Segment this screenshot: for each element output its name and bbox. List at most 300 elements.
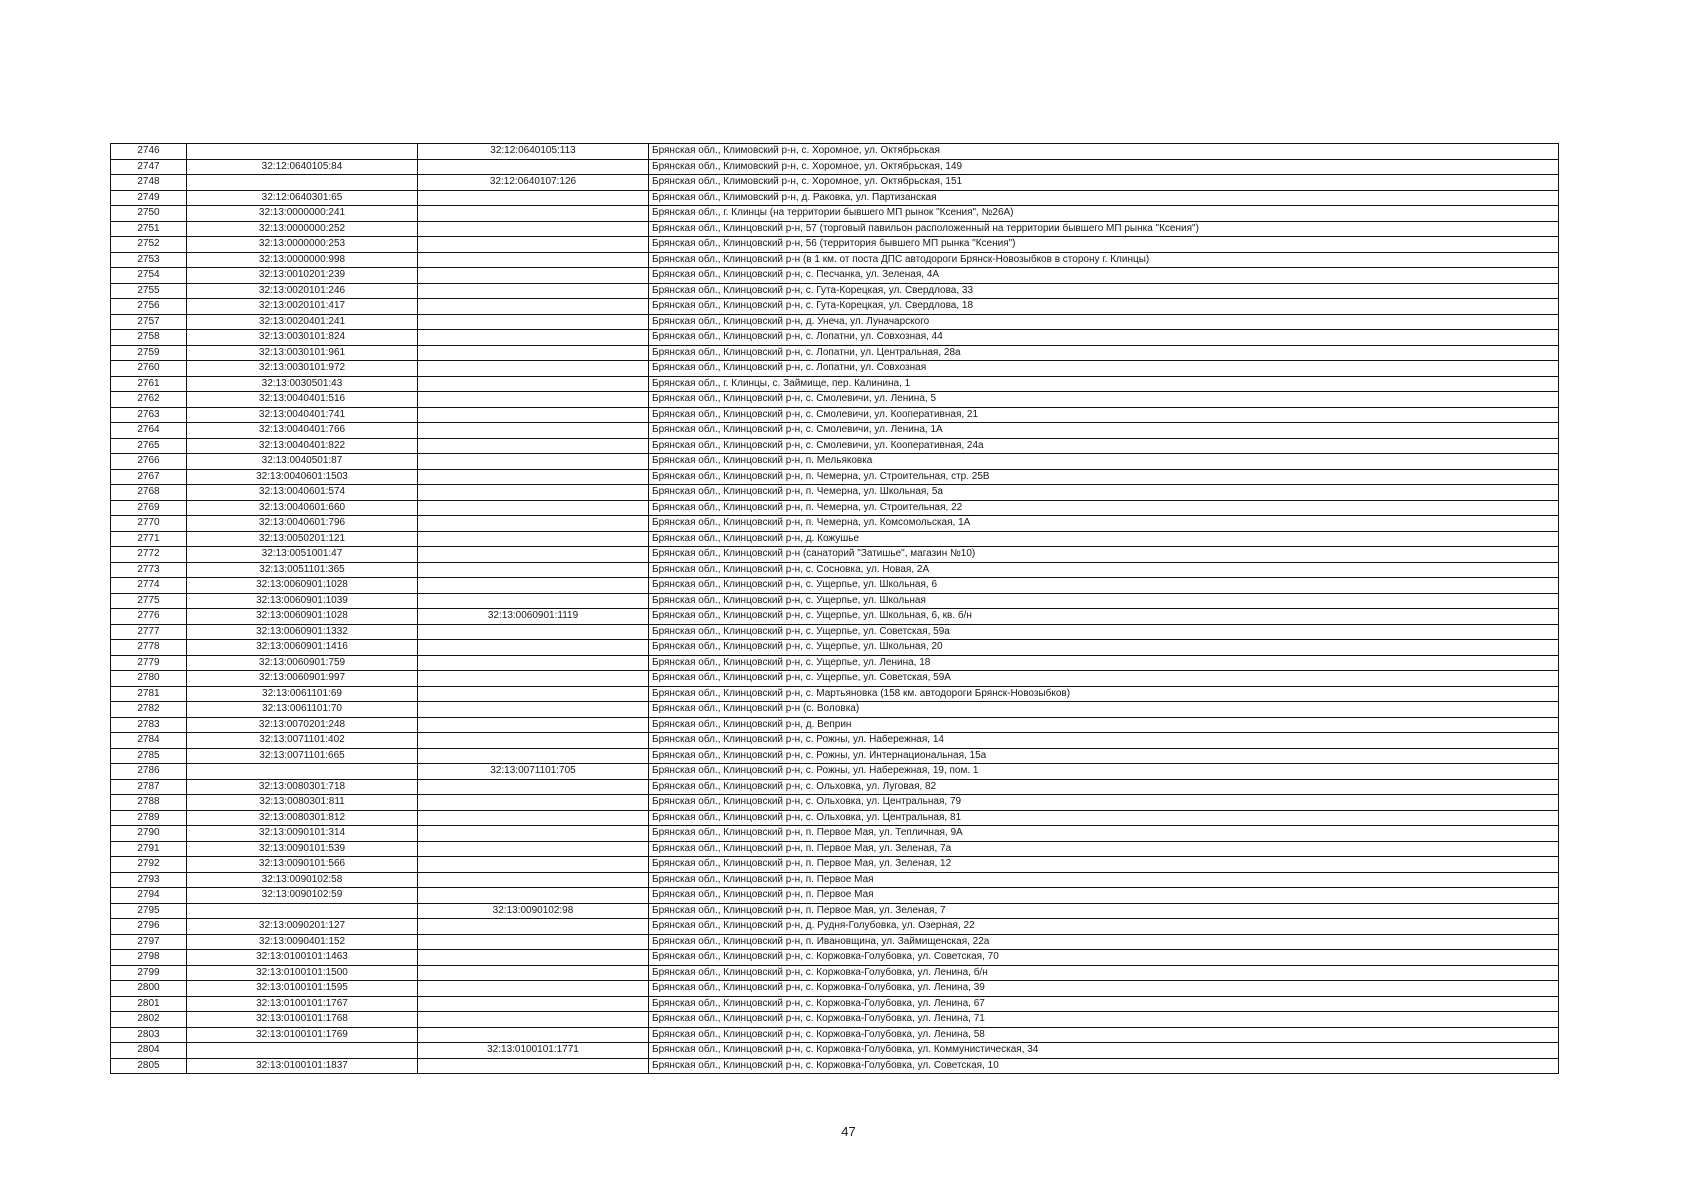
row-number-cell: 2756 [111,299,187,315]
cadastral-number-cell: 32:13:0060901:1416 [187,640,418,656]
secondary-cadastral-number-cell [418,826,649,842]
cadastral-number-cell: 32:13:0000000:252 [187,221,418,237]
row-number-cell: 2764 [111,423,187,439]
address-cell: Брянская обл., Клинцовский р-н, 56 (территория бывшего МП рынка "Ксения") [649,237,1559,253]
table-row [111,934,1559,950]
row-number-cell: 2771 [111,531,187,547]
table-row [111,485,1559,501]
secondary-cadastral-number-cell [418,810,649,826]
address-cell: Брянская обл., Клинцовский р-н, с. Смолевичи, ул. Кооперативная, 24а [649,438,1559,454]
table-row [111,950,1559,966]
row-number-cell: 2750 [111,206,187,222]
address-cell: Брянская обл., Клинцовский р-н, с. Смолевичи, ул. Ленина, 5 [649,392,1559,408]
address-cell: Брянская обл., Клинцовский р-н, с. Ольховка, ул. Центральная, 81 [649,810,1559,826]
table-row [111,407,1559,423]
secondary-cadastral-number-cell [418,500,649,516]
address-cell: Брянская обл., Клинцовский р-н, с. Ущерпье, ул. Школьная, 6 [649,578,1559,594]
secondary-cadastral-number-cell [418,841,649,857]
table-row [111,1027,1559,1043]
table-row [111,237,1559,253]
address-cell: Брянская обл., Клинцовский р-н, 57 (торговый павильон расположенный на территории бывшего МП рынка "Ксения") [649,221,1559,237]
table-row [111,500,1559,516]
row-number-cell: 2781 [111,686,187,702]
table-row [111,810,1559,826]
address-cell: Брянская обл., Клинцовский р-н, п. Первое Мая, ул. Зеленая, 12 [649,857,1559,873]
row-number-cell: 2790 [111,826,187,842]
row-number-cell: 2776 [111,609,187,625]
address-cell: Брянская обл., Клинцовский р-н, с. Мартьяновка (158 км. автодороги Брянск-Новозыбков) [649,686,1559,702]
row-number-cell: 2803 [111,1027,187,1043]
table-row [111,283,1559,299]
secondary-cadastral-number-cell [418,593,649,609]
cadastral-number-cell: 32:13:0060901:1028 [187,578,418,594]
secondary-cadastral-number-cell [418,562,649,578]
row-number-cell: 2780 [111,671,187,687]
table-row [111,593,1559,609]
table-row [111,841,1559,857]
table-row [111,733,1559,749]
cadastral-number-cell: 32:13:0100101:1768 [187,1012,418,1028]
address-cell: Брянская обл., Клинцовский р-н, с. Гута-Корецкая, ул. Свердлова, 18 [649,299,1559,315]
row-number-cell: 2765 [111,438,187,454]
table-row [111,299,1559,315]
secondary-cadastral-number-cell [418,702,649,718]
row-number-cell: 2755 [111,283,187,299]
row-number-cell: 2798 [111,950,187,966]
row-number-cell: 2785 [111,748,187,764]
table-row [111,779,1559,795]
table-row [111,454,1559,470]
row-number-cell: 2786 [111,764,187,780]
table-row [111,903,1559,919]
address-cell: Брянская обл., Клинцовский р-н, с. Коржовка-Голубовка, ул. Коммунистическая, 34 [649,1043,1559,1059]
secondary-cadastral-number-cell [418,624,649,640]
secondary-cadastral-number-cell [418,438,649,454]
secondary-cadastral-number-cell [418,252,649,268]
row-number-cell: 2800 [111,981,187,997]
address-cell: Брянская обл., Клинцовский р-н, с. Коржовка-Голубовка, ул. Ленина, 39 [649,981,1559,997]
row-number-cell: 2802 [111,1012,187,1028]
secondary-cadastral-number-cell: 32:13:0060901:1119 [418,609,649,625]
secondary-cadastral-number-cell [418,919,649,935]
address-cell: Брянская обл., Клинцовский р-н, с. Коржовка-Голубовка, ул. Советская, 10 [649,1058,1559,1074]
cadastral-number-cell: 32:13:0070201:248 [187,717,418,733]
address-cell: Брянская обл., Клинцовский р-н, п. Ивановщина, ул. Займищенская, 22а [649,934,1559,950]
address-cell: Брянская обл., Клинцовский р-н, с. Коржовка-Голубовка, ул. Ленина, 67 [649,996,1559,1012]
row-number-cell: 2757 [111,314,187,330]
table-row [111,872,1559,888]
cadastral-number-cell: 32:13:0090102:59 [187,888,418,904]
cadastral-number-cell: 32:13:0080301:718 [187,779,418,795]
address-cell: Брянская обл., г. Клинцы, с. Займище, пер. Калинина, 1 [649,376,1559,392]
cadastral-number-cell: 32:13:0090401:152 [187,934,418,950]
secondary-cadastral-number-cell [418,190,649,206]
row-number-cell: 2784 [111,733,187,749]
secondary-cadastral-number-cell [418,299,649,315]
address-cell: Брянская обл., Клинцовский р-н, с. Ущерпье, ул. Школьная [649,593,1559,609]
row-number-cell: 2779 [111,655,187,671]
cadastral-number-cell: 32:13:0050201:121 [187,531,418,547]
table-row [111,1043,1559,1059]
secondary-cadastral-number-cell [418,547,649,563]
cadastral-number-cell: 32:13:0040401:766 [187,423,418,439]
table-row [111,252,1559,268]
secondary-cadastral-number-cell [418,206,649,222]
address-cell: Брянская обл., Клинцовский р-н, п. Чемерна, ул. Школьная, 5а [649,485,1559,501]
address-cell: Брянская обл., Клинцовский р-н, с. Ущерпье, ул. Школьная, 20 [649,640,1559,656]
row-number-cell: 2783 [111,717,187,733]
secondary-cadastral-number-cell [418,671,649,687]
row-number-cell: 2792 [111,857,187,873]
address-cell: Брянская обл., Клинцовский р-н, д. Кожушье [649,531,1559,547]
address-cell: Брянская обл., Клинцовский р-н (в 1 км. от поста ДПС автодороги Брянск-Новозыбков в сторону г. Клинцы) [649,252,1559,268]
secondary-cadastral-number-cell [418,469,649,485]
secondary-cadastral-number-cell [418,516,649,532]
row-number-cell: 2751 [111,221,187,237]
table-row [111,717,1559,733]
table-row [111,981,1559,997]
cadastral-number-cell: 32:13:0080301:812 [187,810,418,826]
cadastral-number-cell: 32:13:0000000:241 [187,206,418,222]
secondary-cadastral-number-cell [418,237,649,253]
row-number-cell: 2761 [111,376,187,392]
address-cell: Брянская обл., Клинцовский р-н, с. Ольховка, ул. Луговая, 82 [649,779,1559,795]
secondary-cadastral-number-cell [418,888,649,904]
address-cell: Брянская обл., Клинцовский р-н, с. Коржовка-Голубовка, ул. Ленина, 71 [649,1012,1559,1028]
secondary-cadastral-number-cell [418,965,649,981]
cadastral-number-cell: 32:13:0060901:759 [187,655,418,671]
address-cell: Брянская обл., Клинцовский р-н, с. Коржовка-Голубовка, ул. Советская, 70 [649,950,1559,966]
table-row [111,640,1559,656]
secondary-cadastral-number-cell [418,655,649,671]
secondary-cadastral-number-cell [418,454,649,470]
address-cell: Брянская обл., Клинцовский р-н, с. Лопатни, ул. Центральная, 28а [649,345,1559,361]
row-number-cell: 2774 [111,578,187,594]
row-number-cell: 2777 [111,624,187,640]
table-row [111,438,1559,454]
secondary-cadastral-number-cell [418,748,649,764]
address-cell: Брянская обл., Климовский р-н, с. Хоромное, ул. Октябрьская [649,144,1559,160]
address-cell: Брянская обл., Клинцовский р-н, п. Чемерна, ул. Строительная, 22 [649,500,1559,516]
secondary-cadastral-number-cell [418,392,649,408]
cadastral-number-cell: 32:13:0060901:1332 [187,624,418,640]
table-row [111,764,1559,780]
cadastral-number-cell: 32:13:0090101:566 [187,857,418,873]
row-number-cell: 2769 [111,500,187,516]
row-number-cell: 2789 [111,810,187,826]
row-number-cell: 2797 [111,934,187,950]
cadastral-number-cell: 32:13:0020101:417 [187,299,418,315]
secondary-cadastral-number-cell [418,221,649,237]
row-number-cell: 2791 [111,841,187,857]
table-row [111,671,1559,687]
address-cell: Брянская обл., Клинцовский р-н (с. Воловка) [649,702,1559,718]
address-cell: Брянская обл., Клинцовский р-н, п. Первое Мая [649,872,1559,888]
row-number-cell: 2767 [111,469,187,485]
table-row [111,345,1559,361]
cadastral-number-cell [187,764,418,780]
cadastral-number-cell: 32:13:0071101:402 [187,733,418,749]
secondary-cadastral-number-cell: 32:12:0640105:113 [418,144,649,160]
address-cell: Брянская обл., Клинцовский р-н, с. Ущерпье, ул. Советская, 59А [649,671,1559,687]
secondary-cadastral-number-cell [418,934,649,950]
row-number-cell: 2770 [111,516,187,532]
cadastral-number-cell: 32:13:0051001:47 [187,547,418,563]
row-number-cell: 2766 [111,454,187,470]
address-cell: Брянская обл., Клинцовский р-н, д. Унеча, ул. Луначарского [649,314,1559,330]
address-cell: Брянская обл., Клинцовский р-н, с. Коржовка-Голубовка, ул. Ленина, б/н [649,965,1559,981]
cadastral-number-cell: 32:13:0040601:1503 [187,469,418,485]
row-number-cell: 2795 [111,903,187,919]
cadastral-number-cell: 32:13:0040501:87 [187,454,418,470]
secondary-cadastral-number-cell [418,376,649,392]
address-cell: Брянская обл., Клинцовский р-н, п. Первое Мая, ул. Зеленая, 7а [649,841,1559,857]
row-number-cell: 2758 [111,330,187,346]
table-row [111,206,1559,222]
table-row [111,547,1559,563]
row-number-cell: 2787 [111,779,187,795]
address-cell: Брянская обл., Клинцовский р-н, с. Лопатни, ул. Совхозная [649,361,1559,377]
table-row [111,965,1559,981]
table-row [111,190,1559,206]
secondary-cadastral-number-cell [418,407,649,423]
secondary-cadastral-number-cell [418,981,649,997]
cadastral-number-cell: 32:13:0030101:961 [187,345,418,361]
table-row [111,330,1559,346]
table-row [111,531,1559,547]
cadastral-number-cell: 32:13:0090101:314 [187,826,418,842]
cadastral-number-cell: 32:13:0000000:998 [187,252,418,268]
table-row [111,423,1559,439]
address-cell: Брянская обл., Клинцовский р-н, с. Смолевичи, ул. Кооперативная, 21 [649,407,1559,423]
table-row [111,516,1559,532]
row-number-cell: 2760 [111,361,187,377]
table-row [111,221,1559,237]
row-number-cell: 2788 [111,795,187,811]
address-cell: Брянская обл., Климовский р-н, с. Хоромное, ул. Октябрьская, 151 [649,175,1559,191]
secondary-cadastral-number-cell [418,857,649,873]
secondary-cadastral-number-cell [418,485,649,501]
cadastral-number-cell: 32:13:0090101:539 [187,841,418,857]
cadastral-number-cell: 32:13:0090102:58 [187,872,418,888]
secondary-cadastral-number-cell [418,686,649,702]
row-number-cell: 2775 [111,593,187,609]
cadastral-number-cell: 32:13:0010201:239 [187,268,418,284]
secondary-cadastral-number-cell [418,159,649,175]
address-cell: Брянская обл., Клинцовский р-н, с. Сосновка, ул. Новая, 2А [649,562,1559,578]
row-number-cell: 2763 [111,407,187,423]
row-number-cell: 2782 [111,702,187,718]
page-number: 47 [841,1124,856,1139]
secondary-cadastral-number-cell [418,345,649,361]
row-number-cell: 2748 [111,175,187,191]
secondary-cadastral-number-cell [418,361,649,377]
cadastral-number-cell: 32:13:0030101:972 [187,361,418,377]
table-row [111,826,1559,842]
table-row [111,857,1559,873]
secondary-cadastral-number-cell [418,640,649,656]
cadastral-number-cell: 32:13:0061101:69 [187,686,418,702]
table-row [111,919,1559,935]
cadastral-number-cell: 32:13:0051101:365 [187,562,418,578]
row-number-cell: 2799 [111,965,187,981]
secondary-cadastral-number-cell [418,872,649,888]
cadastral-number-cell: 32:13:0100101:1767 [187,996,418,1012]
address-cell: Брянская обл., Клинцовский р-н, п. Чемерна, ул. Комсомольская, 1А [649,516,1559,532]
cadastral-number-cell: 32:13:0040601:796 [187,516,418,532]
address-cell: Брянская обл., Клинцовский р-н, с. Ольховка, ул. Центральная, 79 [649,795,1559,811]
table-row [111,1058,1559,1074]
address-cell: Брянская обл., Клинцовский р-н, с. Ущерпье, ул. Ленина, 18 [649,655,1559,671]
cadastral-number-cell: 32:13:0040601:660 [187,500,418,516]
address-cell: Брянская обл., Клинцовский р-н, с. Коржовка-Голубовка, ул. Ленина, 58 [649,1027,1559,1043]
cadastral-number-cell: 32:12:0640105:84 [187,159,418,175]
address-cell: Брянская обл., Клинцовский р-н, с. Ущерпье, ул. Советская, 59а [649,624,1559,640]
address-cell: Брянская обл., Клинцовский р-н, д. Рудня-Голубовка, ул. Озерная, 22 [649,919,1559,935]
secondary-cadastral-number-cell [418,733,649,749]
secondary-cadastral-number-cell [418,283,649,299]
cadastral-number-cell: 32:13:0100101:1837 [187,1058,418,1074]
row-number-cell: 2804 [111,1043,187,1059]
cadastral-number-cell: 32:13:0090201:127 [187,919,418,935]
cadastral-number-cell: 32:13:0071101:665 [187,748,418,764]
secondary-cadastral-number-cell [418,423,649,439]
secondary-cadastral-number-cell [418,578,649,594]
address-cell: Брянская обл., г. Клинцы (на территории бывшего МП рынок "Ксения", №26А) [649,206,1559,222]
row-number-cell: 2805 [111,1058,187,1074]
table-row [111,376,1559,392]
cadastral-number-cell: 32:13:0061101:70 [187,702,418,718]
row-number-cell: 2754 [111,268,187,284]
cadastral-number-cell: 32:13:0040401:822 [187,438,418,454]
cadastral-number-cell: 32:13:0040601:574 [187,485,418,501]
table-row [111,175,1559,191]
secondary-cadastral-number-cell [418,268,649,284]
address-cell: Брянская обл., Клинцовский р-н, с. Ущерпье, ул. Школьная, 6, кв. б/н [649,609,1559,625]
table-row [111,562,1559,578]
cadastral-number-cell: 32:13:0080301:811 [187,795,418,811]
table-row [111,609,1559,625]
cadastral-number-cell: 32:13:0040401:741 [187,407,418,423]
cadastral-number-cell [187,1043,418,1059]
address-cell: Брянская обл., Клинцовский р-н, п. Первое Мая, ул. Зеленая, 7 [649,903,1559,919]
table-row [111,1012,1559,1028]
table-row [111,624,1559,640]
cadastral-number-cell: 32:13:0020401:241 [187,314,418,330]
row-number-cell: 2746 [111,144,187,160]
table-row [111,268,1559,284]
cadastral-number-cell: 32:12:0640301:65 [187,190,418,206]
secondary-cadastral-number-cell: 32:13:0100101:1771 [418,1043,649,1059]
address-cell: Брянская обл., Клинцовский р-н, с. Лопатни, ул. Совхозная, 44 [649,330,1559,346]
row-number-cell: 2796 [111,919,187,935]
address-cell: Брянская обл., Климовский р-н, с. Хоромное, ул. Октябрьская, 149 [649,159,1559,175]
secondary-cadastral-number-cell [418,1027,649,1043]
table-row [111,578,1559,594]
secondary-cadastral-number-cell [418,717,649,733]
secondary-cadastral-number-cell [418,1058,649,1074]
row-number-cell: 2773 [111,562,187,578]
secondary-cadastral-number-cell: 32:13:0071101:705 [418,764,649,780]
address-cell: Брянская обл., Клинцовский р-н, п. Первое Мая, ул. Тепличная, 9А [649,826,1559,842]
secondary-cadastral-number-cell [418,779,649,795]
table-row [111,996,1559,1012]
cadastral-number-cell: 32:13:0100101:1463 [187,950,418,966]
address-cell: Брянская обл., Клинцовский р-н, п. Первое Мая [649,888,1559,904]
cadastral-number-cell: 32:13:0100101:1769 [187,1027,418,1043]
cadastral-number-cell: 32:13:0030101:824 [187,330,418,346]
table-row [111,702,1559,718]
cadastral-number-cell: 32:13:0060901:1028 [187,609,418,625]
cadastral-number-cell: 32:13:0060901:997 [187,671,418,687]
property-registry-table [110,143,1559,1074]
table-row [111,686,1559,702]
address-cell: Брянская обл., Клинцовский р-н, п. Чемерна, ул. Строительная, стр. 25В [649,469,1559,485]
row-number-cell: 2753 [111,252,187,268]
address-cell: Брянская обл., Клинцовский р-н, с. Рожны, ул. Набережная, 19, пом. 1 [649,764,1559,780]
secondary-cadastral-number-cell [418,950,649,966]
address-cell: Брянская обл., Клинцовский р-н, с. Смолевичи, ул. Ленина, 1А [649,423,1559,439]
row-number-cell: 2801 [111,996,187,1012]
row-number-cell: 2778 [111,640,187,656]
row-number-cell: 2793 [111,872,187,888]
secondary-cadastral-number-cell [418,996,649,1012]
cadastral-number-cell: 32:13:0040401:516 [187,392,418,408]
address-cell: Брянская обл., Клинцовский р-н, с. Гута-Корецкая, ул. Свердлова, 33 [649,283,1559,299]
row-number-cell: 2747 [111,159,187,175]
address-cell: Брянская обл., Клинцовский р-н (санаторий "Затишье", магазин №10) [649,547,1559,563]
table-row [111,795,1559,811]
cadastral-number-cell: 32:13:0100101:1500 [187,965,418,981]
address-cell: Брянская обл., Клинцовский р-н, д. Веприн [649,717,1559,733]
row-number-cell: 2749 [111,190,187,206]
secondary-cadastral-number-cell [418,1012,649,1028]
table-row [111,888,1559,904]
table-row [111,361,1559,377]
table-row [111,748,1559,764]
row-number-cell: 2794 [111,888,187,904]
cadastral-number-cell: 32:13:0020101:246 [187,283,418,299]
address-cell: Брянская обл., Клинцовский р-н, п. Мельяковка [649,454,1559,470]
address-cell: Брянская обл., Клинцовский р-н, с. Песчанка, ул. Зеленая, 4А [649,268,1559,284]
table-row [111,469,1559,485]
secondary-cadastral-number-cell [418,330,649,346]
secondary-cadastral-number-cell [418,531,649,547]
secondary-cadastral-number-cell [418,314,649,330]
cadastral-number-cell [187,903,418,919]
cadastral-number-cell: 32:13:0000000:253 [187,237,418,253]
address-cell: Брянская обл., Климовский р-н, д. Раковка, ул. Партизанская [649,190,1559,206]
row-number-cell: 2772 [111,547,187,563]
secondary-cadastral-number-cell: 32:12:0640107:126 [418,175,649,191]
cadastral-number-cell: 32:13:0100101:1595 [187,981,418,997]
table-row [111,314,1559,330]
address-cell: Брянская обл., Клинцовский р-н, с. Рожны, ул. Интернациональная, 15а [649,748,1559,764]
table-row [111,655,1559,671]
row-number-cell: 2768 [111,485,187,501]
table-row [111,159,1559,175]
table-row [111,392,1559,408]
row-number-cell: 2752 [111,237,187,253]
row-number-cell: 2759 [111,345,187,361]
registry-body [111,144,1559,1074]
table-row [111,144,1559,160]
cadastral-number-cell: 32:13:0030501:43 [187,376,418,392]
address-cell: Брянская обл., Клинцовский р-н, с. Рожны, ул. Набережная, 14 [649,733,1559,749]
cadastral-number-cell: 32:13:0060901:1039 [187,593,418,609]
cadastral-number-cell [187,144,418,160]
row-number-cell: 2762 [111,392,187,408]
